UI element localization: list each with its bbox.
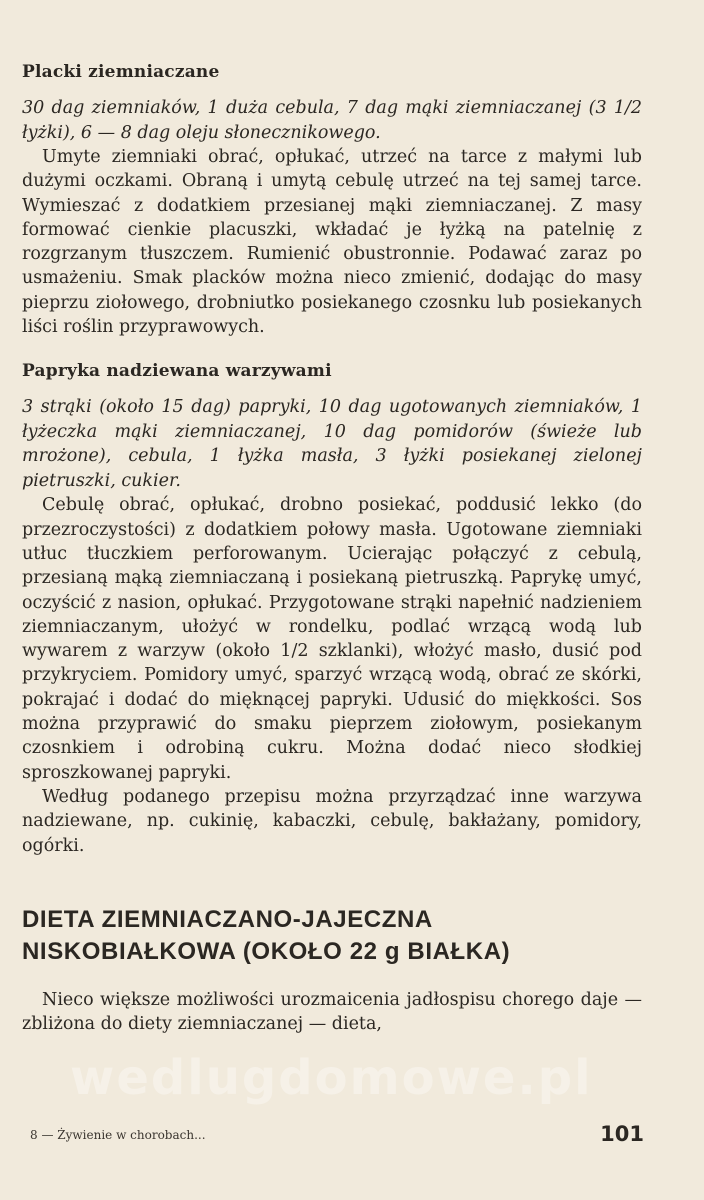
recipe-variation-note: Według podanego przepisu można przyrządzać inne warzywa nadziewane, np. cukinię, kabaczki, cebulę, bakłażany, pomidory, ogórki. [22, 786, 642, 856]
recipe-instructions: Umyte ziemniaki obrać, opłukać, utrzeć na tarce z małymi lub dużymi oczkami. Obraną i umytą cebulę utrzeć na tej samej tarce. Wymieszać z dodatkiem przesianej mąki ziemniaczanej. Z masy formować cienkie placuszki, wkładać je łyżką na patelnię z rozgrzanym tłuszczem. Rumienić obustronnie. Podawać zaraz po usmażeniu. Smak placków można nieco zmienić, dodając do masy pieprzu ziołowego, drobniutko posiekanego czosnku lub posiekanych liści roślin przyprawowych. [22, 147, 642, 338]
page-footer [30, 1120, 644, 1150]
recipe-ingredients: 3 strąki (około 15 dag) papryki, 10 dag ugotowanych ziemniaków, 1 łyżeczka mąki ziemniaczanej, 10 dag pomidorów (świeże lub mrożone), cebula, 1 łyżka masła, 3 łyżki posiekanej zielonej pietruszki, cukier. [22, 397, 642, 491]
recipe-title: Papryka nadziewana warzywami [22, 361, 332, 382]
footer-chapter-note: 8 — Żywienie w chorobach... [30, 1128, 206, 1142]
page-number: 101 [600, 1122, 644, 1146]
section-intro: Nieco większe możliwości urozmaicenia jadłospisu chorego daje — zbliżona do diety ziemniaczanej — dieta, [22, 989, 642, 1035]
recipe-ingredients: 30 dag ziemniaków, 1 duża cebula, 7 dag mąki ziemniaczanej (3 1/2 łyżki), 6 — 8 dag oleju słonecznikowego. [22, 98, 642, 143]
recipe-instructions: Cebulę obrać, opłukać, drobno posiekać, poddusić lekko (do przezroczystości) z dodatkiem połowy masła. Ugotowane ziemniaki utłuc tłuczkiem perforowanym. Ucierając połączyć z cebulą, przesianą mąką ziemniaczaną i posiekaną pietruszką. Paprykę umyć, oczyścić z nasion, opłukać. Przygotowane strąki napełnić nadzieniem ziemniaczanym, ułożyć w rondelku, podlać wrzącą wodą lub wywarem z warzyw (około 1/2 szklanki), włożyć masło, dusić pod przykryciem. Pomidory umyć, sparzyć wrzącą wodą, obrać ze skórki, pokrajać i dodać do mięknącej papryki. Udusić do miękkości. Sos można przyprawić do smaku pieprzem ziołowym, posiekanym czosnkiem i odrobiną cukru. Można dodać nieco słodkiej sproszkowanej papryki. [22, 495, 642, 783]
book-page [22, 62, 642, 1036]
recipe-placki-ziemniaczane [22, 62, 642, 339]
recipe-title: Placki ziemniaczane [22, 62, 220, 82]
watermark: wedlugdomowe.pl [70, 1050, 593, 1106]
section-title: DIETA ZIEMNIACZANO-JAJECZNA NISKOBIAŁKOWA (OKOŁO 22 g BIAŁKA) [22, 905, 511, 965]
recipe-papryka-nadziewana [22, 361, 642, 857]
